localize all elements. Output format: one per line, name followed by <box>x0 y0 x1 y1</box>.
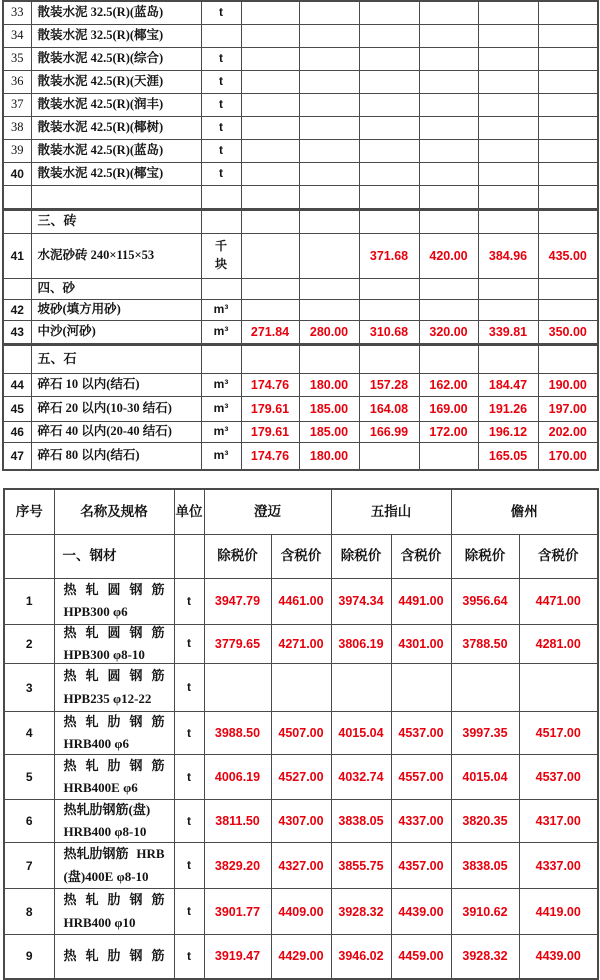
price-cell: 3997.35 <box>451 712 519 755</box>
price-cell <box>478 278 538 299</box>
row-number-cell <box>3 344 31 373</box>
price-cell <box>241 162 299 185</box>
price-cell <box>359 278 419 299</box>
unit-cell: 千 块 <box>201 233 241 278</box>
price-cell: 4439.00 <box>519 935 598 979</box>
row-number-cell: 33 <box>3 1 31 24</box>
price-cell <box>359 442 419 470</box>
row-number-cell: 1 <box>4 578 54 624</box>
material-name-cell: 散装水泥 42.5(R)(润丰) <box>31 93 201 116</box>
price-cell: 179.61 <box>241 396 299 421</box>
price-cell: 179.61 <box>241 421 299 442</box>
price-cell: 4317.00 <box>519 800 598 843</box>
col-header-price-inctax: 含税价 <box>519 534 598 578</box>
row-number-cell: 7 <box>4 843 54 889</box>
price-cell <box>299 299 359 320</box>
price-cell: 4357.00 <box>391 843 451 889</box>
unit-cell: t <box>201 162 241 185</box>
row-number-cell: 37 <box>3 93 31 116</box>
price-cell: 164.08 <box>359 396 419 421</box>
row-number-cell: 41 <box>3 233 31 278</box>
section-label: 五、石 <box>31 344 201 373</box>
price-cell <box>419 162 478 185</box>
material-row <box>3 93 598 116</box>
price-cell: 184.47 <box>478 373 538 396</box>
empty-cell <box>359 185 419 209</box>
price-cell <box>538 344 598 373</box>
price-cell: 4491.00 <box>391 578 451 624</box>
steel-row <box>4 712 598 755</box>
empty-cell <box>241 185 299 209</box>
price-cell: 3974.34 <box>331 578 391 624</box>
material-name-cell: 散装水泥 32.5(R)(蓝岛) <box>31 1 201 24</box>
price-cell <box>299 278 359 299</box>
price-cell: 420.00 <box>419 233 478 278</box>
empty-cell <box>3 185 31 209</box>
material-name-cell: 热 轧 圆 钢 筋 HPB235 φ12-22 <box>54 664 174 712</box>
price-cell <box>359 344 419 373</box>
price-cell: 271.84 <box>241 320 299 344</box>
price-cell <box>271 664 331 712</box>
empty-cell <box>299 185 359 209</box>
price-cell <box>478 24 538 47</box>
price-cell: 4471.00 <box>519 578 598 624</box>
price-cell <box>241 116 299 139</box>
price-cell <box>538 93 598 116</box>
price-cell <box>241 233 299 278</box>
row-number-cell: 43 <box>3 320 31 344</box>
price-cell <box>359 93 419 116</box>
price-cell <box>478 116 538 139</box>
unit-cell: t <box>201 47 241 70</box>
material-row <box>3 1 598 24</box>
price-cell: 169.00 <box>419 396 478 421</box>
col-header-price-extax: 除税价 <box>331 534 391 578</box>
price-cell: 202.00 <box>538 421 598 442</box>
price-cell <box>478 70 538 93</box>
row-number-cell: 5 <box>4 755 54 800</box>
unit-cell: t <box>174 843 204 889</box>
material-row <box>3 162 598 185</box>
price-cell <box>419 278 478 299</box>
unit-cell: t <box>201 116 241 139</box>
price-cell: 162.00 <box>419 373 478 396</box>
price-cell <box>241 93 299 116</box>
unit-cell: t <box>174 800 204 843</box>
row-number-cell: 8 <box>4 889 54 935</box>
section-row <box>3 209 598 233</box>
section-row <box>3 344 598 373</box>
material-name-cell: 热 轧 肋 钢 筋 <box>54 935 174 979</box>
material-row <box>3 139 598 162</box>
price-cell: 4337.00 <box>391 800 451 843</box>
material-row <box>3 320 598 344</box>
material-row <box>3 116 598 139</box>
unit-cell: t <box>174 889 204 935</box>
price-cell: 3928.32 <box>451 935 519 979</box>
price-cell: 180.00 <box>299 373 359 396</box>
empty-cell <box>31 185 201 209</box>
unit-cell <box>201 209 241 233</box>
steel-row <box>4 664 598 712</box>
price-cell <box>538 209 598 233</box>
price-cell: 157.28 <box>359 373 419 396</box>
price-cell: 185.00 <box>299 396 359 421</box>
row-number-cell: 36 <box>3 70 31 93</box>
price-cell: 4015.04 <box>331 712 391 755</box>
material-name-cell: 散装水泥 42.5(R)(天涯) <box>31 70 201 93</box>
price-cell <box>519 664 598 712</box>
price-cell <box>359 299 419 320</box>
price-cell <box>419 139 478 162</box>
price-cell <box>299 70 359 93</box>
price-cell <box>241 344 299 373</box>
price-cell: 197.00 <box>538 396 598 421</box>
price-cell <box>241 278 299 299</box>
price-cell: 4537.00 <box>519 755 598 800</box>
col-header-name: 名称及规格 <box>54 489 174 534</box>
price-cell <box>478 209 538 233</box>
col-header-city-chengmai: 澄迈 <box>204 489 331 534</box>
material-row <box>3 373 598 396</box>
price-cell: 4015.04 <box>451 755 519 800</box>
price-cell: 4337.00 <box>519 843 598 889</box>
price-cell: 4439.00 <box>391 889 451 935</box>
price-cell <box>204 664 271 712</box>
price-cell <box>241 209 299 233</box>
material-name-cell: 热轧肋钢筋(盘) HRB400 φ8-10 <box>54 800 174 843</box>
table-subheader-row <box>4 534 598 578</box>
unit-cell: t <box>201 139 241 162</box>
price-cell: 3829.20 <box>204 843 271 889</box>
material-name-cell: 热 轧 圆 钢 筋 HPB300 φ8-10 <box>54 624 174 664</box>
unit-cell: m³ <box>201 396 241 421</box>
row-number-cell <box>3 278 31 299</box>
material-name-cell: 坡砂(填方用砂) <box>31 299 201 320</box>
price-cell <box>419 47 478 70</box>
unit-cell: t <box>174 624 204 664</box>
price-cell: 190.00 <box>538 373 598 396</box>
price-cell <box>241 24 299 47</box>
price-cell <box>538 116 598 139</box>
unit-cell: m³ <box>201 299 241 320</box>
price-cell: 3901.77 <box>204 889 271 935</box>
price-cell: 4281.00 <box>519 624 598 664</box>
price-cell: 4537.00 <box>391 712 451 755</box>
price-cell: 4459.00 <box>391 935 451 979</box>
material-name-cell: 散装水泥 42.5(R)(椰宝) <box>31 162 201 185</box>
price-cell <box>538 47 598 70</box>
price-cell: 4327.00 <box>271 843 331 889</box>
empty-cell <box>419 185 478 209</box>
price-cell <box>299 162 359 185</box>
price-cell <box>538 70 598 93</box>
price-cell: 3910.62 <box>451 889 519 935</box>
price-cell <box>478 93 538 116</box>
price-cell: 4507.00 <box>271 712 331 755</box>
col-header-price-extax: 除税价 <box>451 534 519 578</box>
price-cell <box>419 299 478 320</box>
unit-cell: t <box>201 70 241 93</box>
row-number-cell: 46 <box>3 421 31 442</box>
price-cell: 196.12 <box>478 421 538 442</box>
price-cell <box>538 1 598 24</box>
row-number-cell: 45 <box>3 396 31 421</box>
material-row <box>3 442 598 470</box>
price-cell <box>331 664 391 712</box>
price-cell: 172.00 <box>419 421 478 442</box>
col-header-price-inctax: 含税价 <box>391 534 451 578</box>
price-cell <box>241 47 299 70</box>
price-cell <box>419 93 478 116</box>
unit-cell: t <box>201 1 241 24</box>
unit-cell: t <box>174 664 204 712</box>
steel-row <box>4 755 598 800</box>
col-header-city-wuzhishan: 五指山 <box>331 489 451 534</box>
material-name-cell: 散装水泥 42.5(R)(椰树) <box>31 116 201 139</box>
material-row <box>3 421 598 442</box>
price-cell <box>478 162 538 185</box>
steel-row <box>4 935 598 979</box>
empty-cell <box>478 185 538 209</box>
price-cell: 3946.02 <box>331 935 391 979</box>
price-cell <box>359 116 419 139</box>
price-cell: 4032.74 <box>331 755 391 800</box>
price-cell <box>299 233 359 278</box>
unit-cell <box>201 344 241 373</box>
price-cell: 339.81 <box>478 320 538 344</box>
price-cell <box>241 1 299 24</box>
price-cell: 4409.00 <box>271 889 331 935</box>
price-cell: 174.76 <box>241 442 299 470</box>
price-cell: 3779.65 <box>204 624 271 664</box>
price-cell: 3947.79 <box>204 578 271 624</box>
steel-row <box>4 578 598 624</box>
section-label: 三、砖 <box>31 209 201 233</box>
price-cell <box>359 209 419 233</box>
unit-cell: t <box>201 93 241 116</box>
unit-cell: t <box>174 578 204 624</box>
material-name-cell: 中沙(河砂) <box>31 320 201 344</box>
material-name-cell: 散装水泥 32.5(R)(椰宝) <box>31 24 201 47</box>
price-cell <box>359 1 419 24</box>
row-number-cell <box>3 209 31 233</box>
material-name-cell: 热 轧 肋 钢 筋 HRB400 φ10 <box>54 889 174 935</box>
material-row <box>3 47 598 70</box>
price-cell <box>538 24 598 47</box>
steel-price-table <box>3 488 599 980</box>
table-header-row <box>4 489 598 534</box>
row-number-cell: 34 <box>3 24 31 47</box>
empty-cell <box>538 185 598 209</box>
price-cell <box>299 24 359 47</box>
price-cell: 435.00 <box>538 233 598 278</box>
price-cell <box>478 47 538 70</box>
material-name-cell: 热 轧 肋 钢 筋 HRB400 φ6 <box>54 712 174 755</box>
col-header-city-danzhou: 儋州 <box>451 489 598 534</box>
row-number-cell: 9 <box>4 935 54 979</box>
price-cell: 280.00 <box>299 320 359 344</box>
material-row <box>3 24 598 47</box>
material-row <box>3 299 598 320</box>
row-number-cell: 40 <box>3 162 31 185</box>
price-cell <box>359 24 419 47</box>
material-name-cell: 散装水泥 42.5(R)(蓝岛) <box>31 139 201 162</box>
price-cell <box>538 139 598 162</box>
price-cell: 3928.32 <box>331 889 391 935</box>
material-name-cell: 碎石 20 以内(10-30 结石) <box>31 396 201 421</box>
price-cell: 3838.05 <box>451 843 519 889</box>
price-cell <box>451 664 519 712</box>
price-cell <box>419 209 478 233</box>
price-cell <box>359 162 419 185</box>
price-cell <box>299 47 359 70</box>
price-cell <box>299 116 359 139</box>
price-cell <box>538 278 598 299</box>
material-row <box>3 396 598 421</box>
price-cell: 4461.00 <box>271 578 331 624</box>
unit-cell <box>201 278 241 299</box>
unit-cell: m³ <box>201 320 241 344</box>
price-cell: 4419.00 <box>519 889 598 935</box>
price-cell <box>538 299 598 320</box>
price-cell: 3838.05 <box>331 800 391 843</box>
material-name-cell: 碎石 10 以内(结石) <box>31 373 201 396</box>
unit-cell: t <box>174 935 204 979</box>
row-number-cell: 4 <box>4 712 54 755</box>
price-cell: 3788.50 <box>451 624 519 664</box>
price-cell: 384.96 <box>478 233 538 278</box>
row-number-cell: 44 <box>3 373 31 396</box>
row-number-cell: 38 <box>3 116 31 139</box>
price-cell <box>419 24 478 47</box>
price-cell <box>299 1 359 24</box>
price-cell <box>419 344 478 373</box>
materials-price-table <box>2 0 599 471</box>
price-cell <box>359 70 419 93</box>
price-cell <box>299 344 359 373</box>
price-cell <box>299 93 359 116</box>
price-cell: 185.00 <box>299 421 359 442</box>
row-number-cell: 47 <box>3 442 31 470</box>
price-cell <box>478 299 538 320</box>
material-name-cell: 热 轧 肋 钢 筋 HRB400E φ6 <box>54 755 174 800</box>
price-cell <box>241 139 299 162</box>
price-cell: 4006.19 <box>204 755 271 800</box>
row-number-cell: 3 <box>4 664 54 712</box>
price-cell: 4429.00 <box>271 935 331 979</box>
col-header-price-extax: 除税价 <box>204 534 271 578</box>
empty-cell <box>201 185 241 209</box>
price-cell: 3956.64 <box>451 578 519 624</box>
row-number-cell: 6 <box>4 800 54 843</box>
col-header-unit: 单位 <box>174 489 204 534</box>
price-cell: 320.00 <box>419 320 478 344</box>
price-cell: 4271.00 <box>271 624 331 664</box>
price-cell: 371.68 <box>359 233 419 278</box>
price-cell <box>419 116 478 139</box>
empty-cell <box>4 534 54 578</box>
unit-cell: t <box>174 755 204 800</box>
price-cell: 3919.47 <box>204 935 271 979</box>
price-cell: 4527.00 <box>271 755 331 800</box>
price-cell: 3855.75 <box>331 843 391 889</box>
unit-cell <box>201 24 241 47</box>
price-cell: 165.05 <box>478 442 538 470</box>
row-number-cell: 39 <box>3 139 31 162</box>
price-cell: 3806.19 <box>331 624 391 664</box>
row-number-cell: 42 <box>3 299 31 320</box>
steel-row <box>4 843 598 889</box>
empty-row <box>3 185 598 209</box>
price-cell <box>241 299 299 320</box>
price-cell: 4557.00 <box>391 755 451 800</box>
steel-row <box>4 624 598 664</box>
price-cell: 166.99 <box>359 421 419 442</box>
price-cell <box>478 1 538 24</box>
row-number-cell: 35 <box>3 47 31 70</box>
section-label: 四、砂 <box>31 278 201 299</box>
material-name-cell: 碎石 80 以内(结石) <box>31 442 201 470</box>
price-cell <box>478 139 538 162</box>
price-cell: 3820.35 <box>451 800 519 843</box>
material-name-cell: 散装水泥 42.5(R)(综合) <box>31 47 201 70</box>
price-cell <box>419 442 478 470</box>
price-cell <box>391 664 451 712</box>
material-row <box>3 233 598 278</box>
section-label-steel: 一、钢材 <box>54 534 174 578</box>
price-cell <box>359 139 419 162</box>
price-cell: 4517.00 <box>519 712 598 755</box>
material-name-cell: 热 轧 圆 钢 筋 HPB300 φ6 <box>54 578 174 624</box>
price-cell: 3811.50 <box>204 800 271 843</box>
price-cell <box>241 70 299 93</box>
price-cell <box>478 344 538 373</box>
price-cell <box>538 162 598 185</box>
steel-row <box>4 889 598 935</box>
col-header-price-inctax: 含税价 <box>271 534 331 578</box>
price-cell <box>299 139 359 162</box>
price-cell: 350.00 <box>538 320 598 344</box>
price-cell <box>419 1 478 24</box>
section-row <box>3 278 598 299</box>
unit-cell: m³ <box>201 421 241 442</box>
price-cell: 170.00 <box>538 442 598 470</box>
price-cell: 310.68 <box>359 320 419 344</box>
price-cell: 180.00 <box>299 442 359 470</box>
price-cell: 174.76 <box>241 373 299 396</box>
price-cell <box>299 209 359 233</box>
price-cell: 4307.00 <box>271 800 331 843</box>
col-header-seq: 序号 <box>4 489 54 534</box>
unit-cell: m³ <box>201 373 241 396</box>
material-name-cell: 碎石 40 以内(20-40 结石) <box>31 421 201 442</box>
price-cell: 191.26 <box>478 396 538 421</box>
price-cell: 4301.00 <box>391 624 451 664</box>
unit-cell: t <box>174 712 204 755</box>
material-name-cell: 水泥砂砖 240×115×53 <box>31 233 201 278</box>
steel-row <box>4 800 598 843</box>
price-cell <box>359 47 419 70</box>
row-number-cell: 2 <box>4 624 54 664</box>
empty-cell <box>174 534 204 578</box>
price-cell: 3988.50 <box>204 712 271 755</box>
unit-cell: m³ <box>201 442 241 470</box>
material-row <box>3 70 598 93</box>
material-name-cell: 热轧肋钢筋 HRB (盘)400E φ8-10 <box>54 843 174 889</box>
price-cell <box>419 70 478 93</box>
